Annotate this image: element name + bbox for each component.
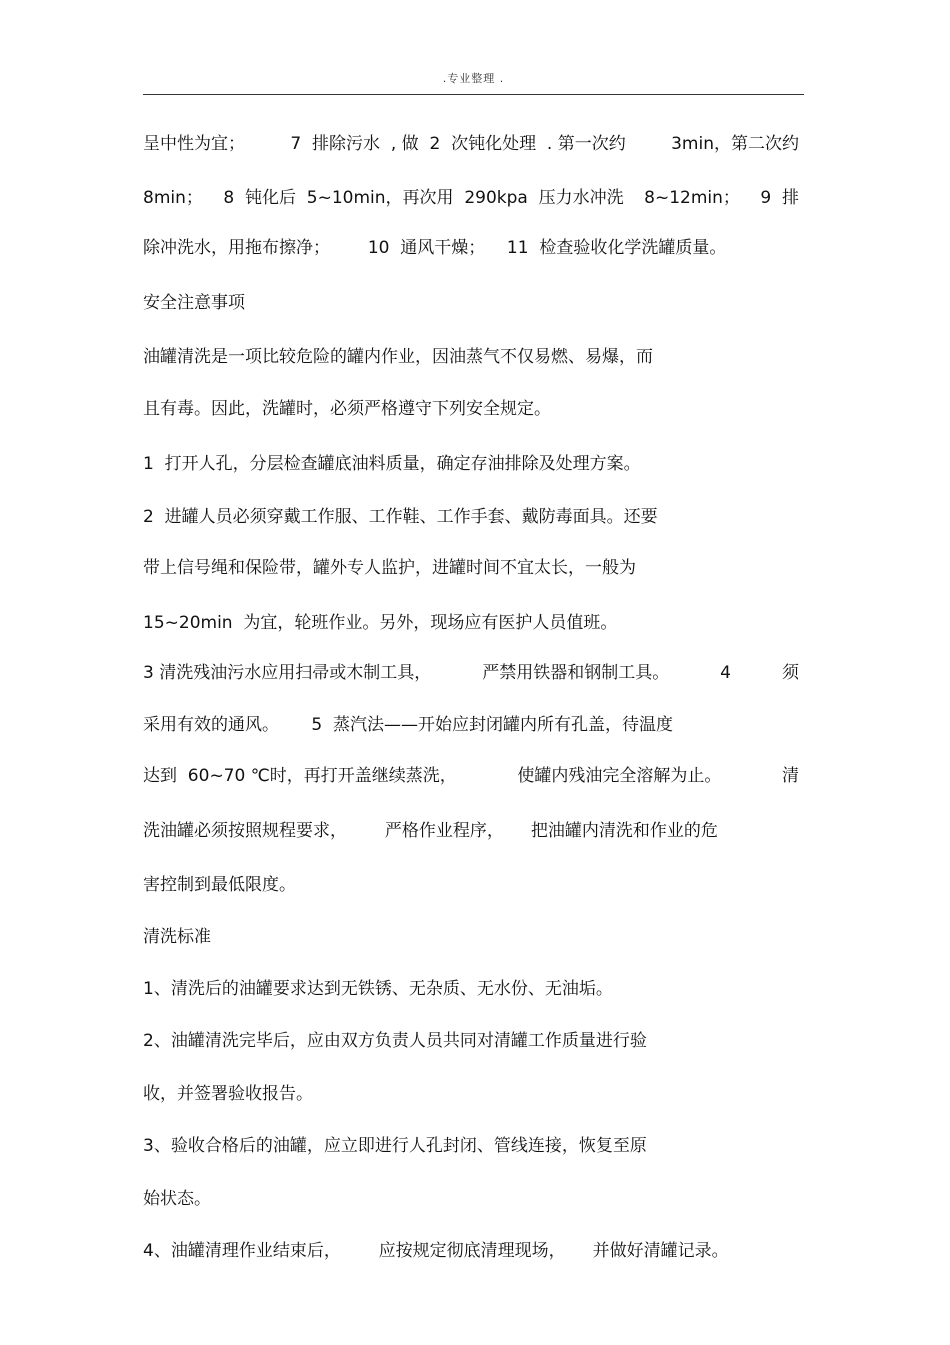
header-rule [143, 94, 804, 95]
text-segment: 9 排 [760, 188, 799, 208]
text-segment: 3min，第二次约 [671, 134, 799, 154]
text-line-12: 采用有效的通风。 5 蒸汽法——开始应封闭罐内所有孔盖，待温度 [143, 715, 674, 735]
page-header: .专业整理 . [442, 72, 505, 85]
text-segment: 须 [781, 663, 799, 683]
text-line-03: 除冲洗水，用拖布擦净； 10 通风干燥； 11 检查验收化学洗罐质量。 [143, 238, 727, 258]
text-line-10: 15~20min 为宜，轮班作业。另外，现场应有医护人员值班。 [143, 613, 618, 633]
text-line-08: 2 进罐人员必须穿戴工作服、工作鞋、工作手套、戴防毒面具。还要 [143, 507, 658, 527]
text-line-18: 2、油罐清洗完毕后，应由双方负责人员共同对清罐工作质量进行验 [143, 1031, 647, 1051]
text-segment: 4 [720, 663, 731, 683]
text-segment: 8~12min； [644, 188, 740, 208]
text-segment: 达到 60~70 ℃时，再打开盖继续蒸洗， [143, 766, 457, 786]
text-line-15: 害控制到最低限度。 [143, 875, 296, 895]
text-segment: 呈中性为宜； [143, 134, 245, 154]
text-segment: 7 排除污水 , 做 2 次钝化处理 . 第一次约 [290, 134, 626, 154]
text-line-13 [143, 765, 799, 787]
text-line-11 [143, 662, 799, 684]
text-line-20: 3、验收合格后的油罐，应立即进行人孔封闭、管线连接，恢复至原 [143, 1136, 647, 1156]
text-line-05: 油罐清洗是一项比较危险的罐内作业，因油蒸气不仅易燃、易爆，而 [143, 347, 653, 367]
text-segment: 8min； [143, 188, 203, 208]
text-line-01 [143, 133, 799, 155]
text-segment: 清 [782, 766, 799, 786]
text-line-19: 收，并签署验收报告。 [143, 1084, 313, 1104]
text-segment: 3 清洗残油污水应用扫帚或木制工具， [143, 663, 432, 683]
text-line-07: 1 打开人孔，分层检查罐底油料质量，确定存油排除及处理方案。 [143, 454, 641, 474]
text-segment: 严禁用铁器和钢制工具。 [482, 663, 670, 683]
text-line-02 [143, 187, 799, 209]
text-line-09: 带上信号绳和保险带，罐外专人监护，进罐时间不宜太长，一般为 [143, 558, 636, 578]
section-heading-safety: 安全注意事项 [143, 293, 245, 313]
text-line-22: 4、油罐清理作业结束后， 应按规定彻底清理现场， 并做好清罐记录。 [143, 1241, 729, 1261]
text-line-06: 且有毒。因此，洗罐时，必须严格遵守下列安全规定。 [143, 399, 551, 419]
text-line-14: 洗油罐必须按照规程要求， 严格作业程序， 把油罐内清洗和作业的危 [143, 821, 718, 841]
text-segment: 使罐内残油完全溶解为止。 [517, 766, 722, 786]
text-segment: 8 钝化后 5~10min，再次用 290kpa 压力水冲洗 [223, 188, 624, 208]
section-heading-standards: 清洗标准 [143, 927, 211, 947]
text-line-17: 1、清洗后的油罐要求达到无铁锈、无杂质、无水份、无油垢。 [143, 979, 613, 999]
text-line-21: 始状态。 [143, 1189, 211, 1209]
